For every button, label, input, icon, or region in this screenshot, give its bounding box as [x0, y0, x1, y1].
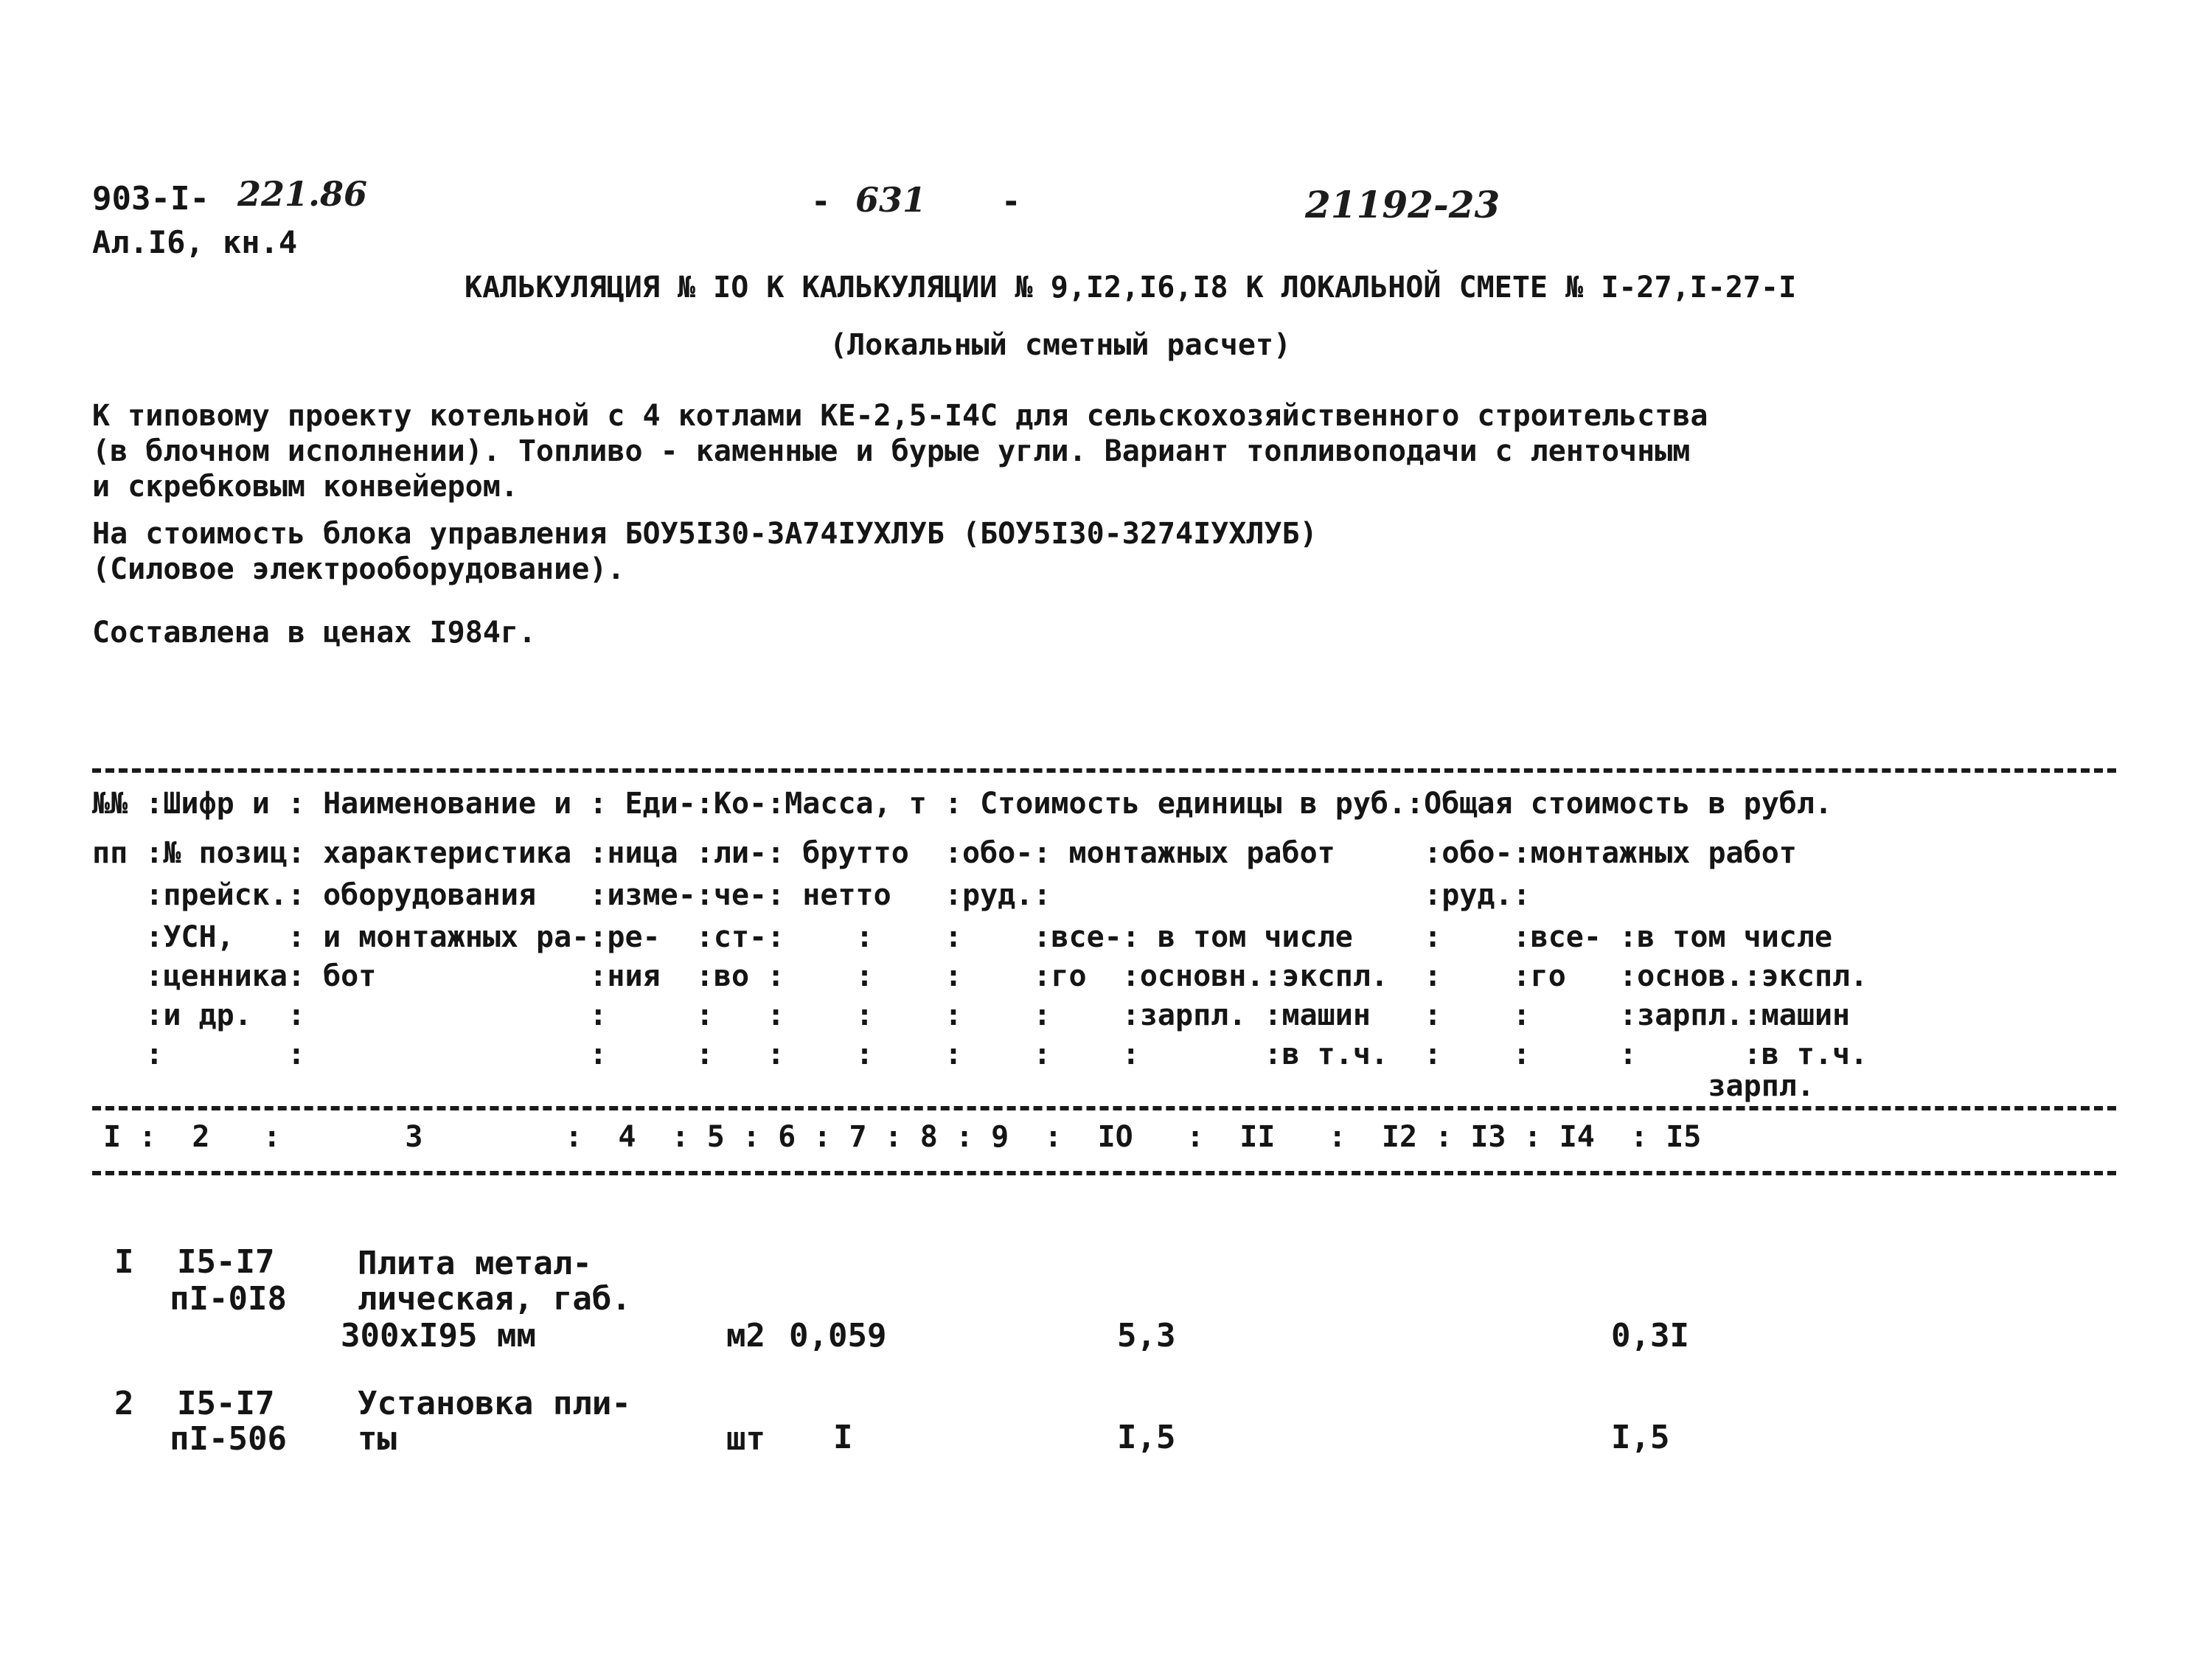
- column-numbers-rule: [92, 1171, 2116, 1175]
- row-name-line-1: Установка пли-: [358, 1385, 631, 1422]
- archive-number: 21192-23: [1305, 183, 1500, 226]
- row-name-line-1: Плита метал-: [358, 1245, 592, 1282]
- table-header-line-5: :ценника: бот :ния :во : : : :го :основн.:экспл. : :го :основ.:экспл.: [92, 959, 1868, 993]
- album-reference: Ал.I6, кн.4: [92, 224, 298, 260]
- price-basis: Составлена в ценах I984г.: [92, 616, 537, 650]
- description-line-1: К типовому проекту котельной с 4 котлами КЕ-2,5-I4C для сельскохозяйственного строительства: [92, 399, 1708, 433]
- table-header-line-4: :УСН, : и монтажных ра-:ре- :ст-: : : :все-: в том числе : :все- :в том числе: [92, 920, 1833, 954]
- page-number: 631: [855, 180, 927, 220]
- row-number: 2: [114, 1385, 134, 1422]
- table-header-line-2: пп :№ позиц: характеристика :ница :ли-: брутто :обо-: монтажных работ :обо-:монтажных работ: [92, 836, 1797, 870]
- cost-line-1: На стоимость блока управления БОУ5I30-3А74IУХЛУБ (БОУ5I30-3274IУХЛУБ): [92, 517, 1318, 551]
- table-header-line-6: :и др. : : : : : : : :зарпл. :машин : : :зарпл.:машин: [92, 998, 1851, 1032]
- row-quantity: 0,059: [789, 1317, 887, 1355]
- table-header-line-7: : : : : : : : : : :в т.ч. : : : :в т.ч.: [92, 1037, 1868, 1071]
- column-numbers-row: I : 2 : 3 : 4 : 5 : 6 : 7 : 8 : 9 : IO : II : I2 : I3 : I4 : I5: [103, 1120, 1702, 1154]
- row-unit-cost: I,5: [1117, 1419, 1176, 1456]
- table-header-line-8: зарпл.: [92, 1069, 1815, 1103]
- row-code-line-1: I5-I7: [177, 1385, 275, 1422]
- header-bottom-rule: [92, 1106, 2116, 1110]
- row-total-cost: I,5: [1611, 1419, 1670, 1456]
- document-title: КАЛЬКУЛЯЦИЯ № IO К КАЛЬКУЛЯЦИИ № 9,I2,I6,I8 К ЛОКАЛЬНОЙ СМЕТЕ № I-27,I-27-I: [465, 271, 1797, 305]
- table-header-line-1: №№ :Шифр и : Наименование и : Еди-:Ко-:Масса, т : Стоимость единицы в руб.:Общая стоимость в рубл.: [92, 787, 1833, 821]
- row-name-line-2: лическая, габ.: [358, 1280, 631, 1318]
- row-number: I: [114, 1243, 134, 1281]
- row-unit: шт: [726, 1420, 765, 1458]
- description-line-3: и скребковым конвейером.: [92, 470, 518, 504]
- document-subtitle: (Локальный сметный расчет): [830, 328, 1292, 362]
- row-unit: м2: [726, 1317, 765, 1355]
- row-code-line-1: I5-I7: [177, 1243, 275, 1281]
- page-dash-left: -: [811, 183, 831, 220]
- description-line-2: (в блочном исполнении). Топливо - каменные и бурые угли. Вариант топливоподачи с ленточным: [92, 434, 1691, 468]
- row-name-line-3: 300хI95 мм: [341, 1317, 536, 1355]
- table-top-rule: [92, 768, 2116, 773]
- row-quantity: I: [833, 1419, 853, 1456]
- row-code-line-2: пI-506: [170, 1420, 287, 1458]
- series-code: 903-I-: [92, 180, 209, 218]
- row-name-line-2: ты: [358, 1420, 397, 1458]
- cost-line-2: (Силовое электрооборудование).: [92, 552, 625, 586]
- row-code-line-2: пI-0I8: [170, 1280, 287, 1318]
- page-dash-right: -: [1001, 183, 1021, 220]
- row-unit-cost: 5,3: [1117, 1317, 1176, 1355]
- table-header-line-3: :прейск.: оборудования :изме-:че-: нетто :руд.: :руд.:: [92, 878, 1531, 912]
- series-handwritten-number: 221.86: [237, 174, 368, 214]
- row-total-cost: 0,3I: [1611, 1317, 1689, 1355]
